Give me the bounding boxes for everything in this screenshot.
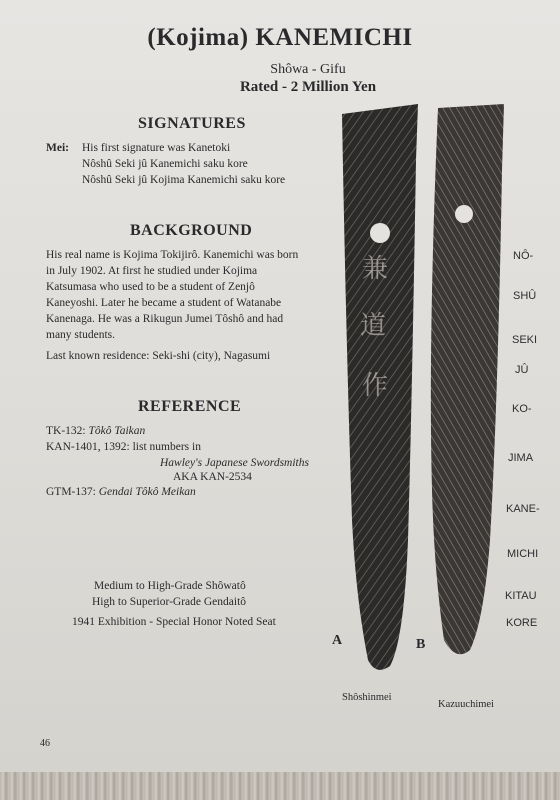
- reading-2: SHÛ: [513, 290, 537, 302]
- title-prefix: (Kojima): [147, 24, 249, 51]
- reading-4: JÛ: [515, 364, 529, 376]
- tang-b-shape: [431, 104, 504, 654]
- reading-3: SEKI: [512, 334, 538, 346]
- tang-a-caption: Shôshinmei: [342, 692, 392, 703]
- tang-a-label: A: [332, 633, 343, 648]
- reading-1: NÔ-: [513, 250, 534, 262]
- tang-b-caption: Kazuuchimei: [438, 699, 494, 710]
- reference-gtm-code: GTM-137:: [46, 486, 96, 498]
- reading-6: JIMA: [508, 452, 534, 464]
- grade-line-1: Medium to High-Grade Shôwatô: [94, 580, 246, 592]
- reading-9: KITAU: [505, 590, 537, 602]
- signature-line-2: Nôshû Seki jû Kanemichi saku kore: [82, 158, 248, 170]
- reference-kan: [46, 439, 201, 455]
- reference-kan-code: KAN-1401, 1392:: [46, 441, 130, 453]
- reference-tk-code: TK-132:: [46, 425, 86, 437]
- page-title: [0, 24, 560, 52]
- tang-b-mekugi-hole: [455, 205, 473, 223]
- background-line-5: Kanenaga. He was a Rikugun Jumei Tôshô and had: [46, 313, 284, 325]
- grade-line-2: High to Superior-Grade Gendaitô: [92, 596, 247, 608]
- reference-heading: REFERENCE: [138, 398, 242, 415]
- reading-10: KORE: [506, 617, 538, 629]
- reading-7: KANE-: [506, 503, 540, 515]
- background-heading: BACKGROUND: [130, 222, 253, 239]
- page-bottom-edge: [0, 772, 560, 800]
- background-line-3: Katsumasa who used to be a student of Zenjô: [46, 281, 255, 293]
- reference-kan-title: Hawley's Japanese Swordsmiths: [160, 457, 309, 469]
- reading-5: KO-: [512, 403, 532, 415]
- reference-kan-text: list numbers in: [132, 441, 201, 453]
- tang-a-kanji-3: 作: [362, 371, 389, 401]
- mei-label: Mei:: [46, 142, 69, 154]
- background-line-1: His real name is Kojima Tokijirô. Kanemichi was born: [46, 249, 299, 261]
- signatures-heading: SIGNATURES: [138, 115, 246, 132]
- tang-a-mekugi-hole: [370, 223, 390, 243]
- reference-tk-title: Tôkô Taikan: [88, 425, 146, 437]
- reference-gtm: [46, 484, 196, 500]
- tang-a-kanji-1: 兼: [362, 254, 389, 284]
- reference-tk: [46, 423, 145, 439]
- reading-8: MICHI: [507, 548, 539, 560]
- background-line-6: many students.: [46, 329, 115, 341]
- residence-line: Last known residence: Seki-shi (city), Nagasumi: [46, 350, 271, 362]
- reference-gtm-title: Gendai Tôkô Meikan: [98, 486, 196, 498]
- tang-b-label: B: [416, 637, 426, 652]
- era-line: Shôwa - Gifu: [270, 62, 346, 77]
- signature-line-3: Nôshû Seki jû Kojima Kanemichi saku kore: [82, 174, 286, 186]
- reference-aka: AKA KAN-2534: [173, 471, 252, 483]
- background-line-4: Kaneyoshi. Later he became a student of Watanabe: [46, 297, 282, 309]
- exhibition-line: 1941 Exhibition - Special Honor Noted Seat: [72, 616, 276, 628]
- title-name: KANEMICHI: [255, 24, 413, 51]
- background-line-2: in July 1902. At first he studied under Kojima: [46, 265, 258, 277]
- signature-line-1: His first signature was Kanetoki: [82, 142, 231, 154]
- tang-a-kanji-2: 道: [360, 311, 387, 341]
- page-number: 46: [40, 738, 50, 749]
- rating-line: Rated - 2 Million Yen: [239, 79, 377, 95]
